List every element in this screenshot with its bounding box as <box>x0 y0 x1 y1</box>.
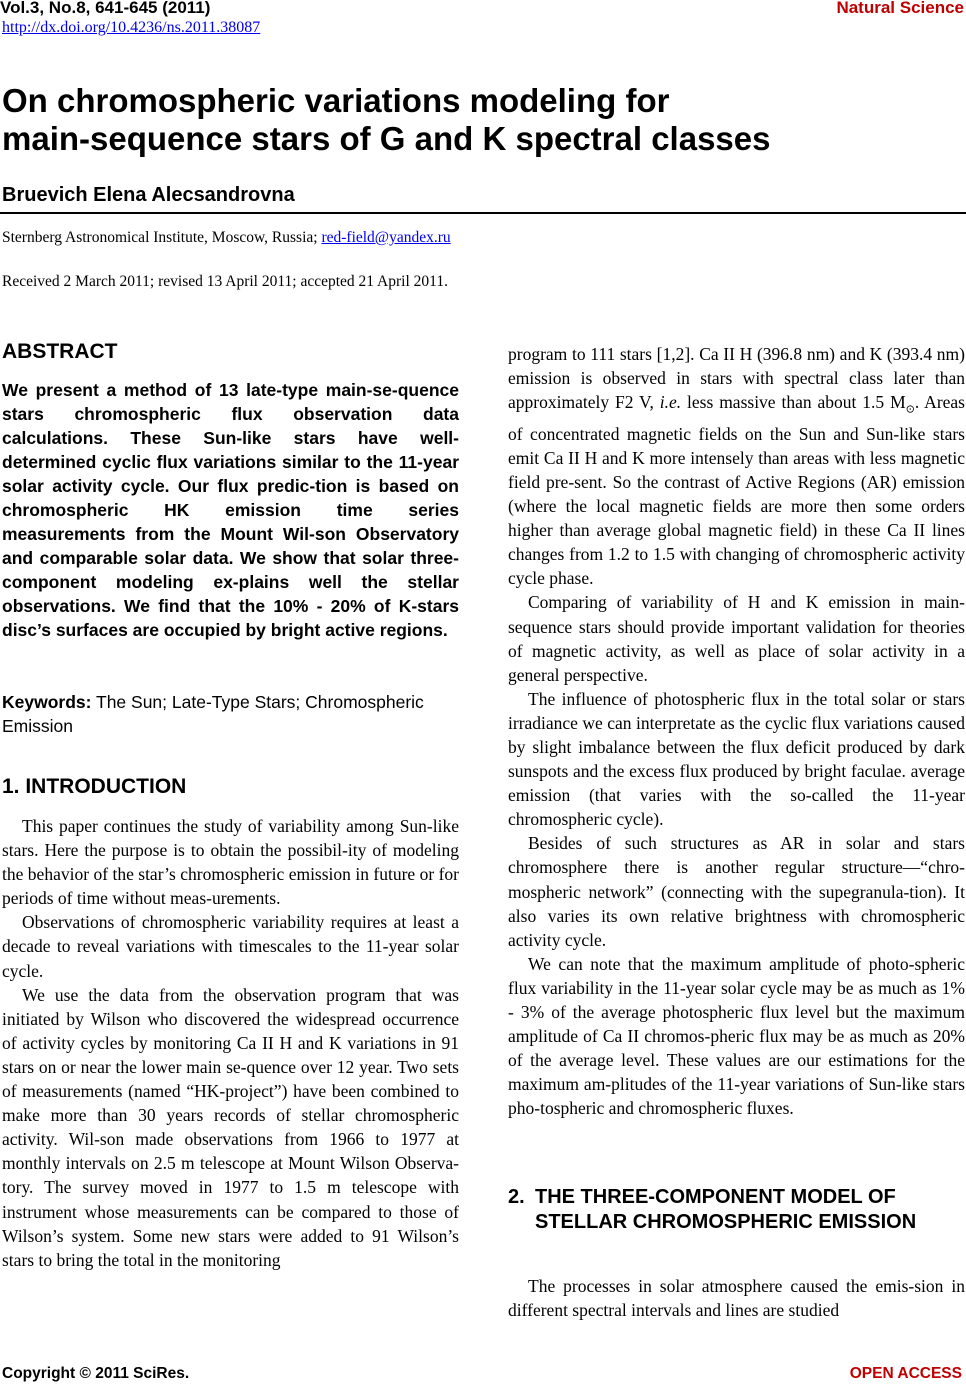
abstract-heading: ABSTRACT <box>2 340 118 363</box>
section-2-heading <box>508 1185 965 1234</box>
doi-link[interactable]: http://dx.doi.org/10.4236/ns.2011.38087 <box>2 19 261 36</box>
sun-symbol: ⊙ <box>905 403 915 416</box>
keywords-label: Keywords: <box>2 692 92 712</box>
email-link[interactable]: red-field@yandex.ru <box>321 229 451 246</box>
affiliation <box>2 229 451 247</box>
journal-name: Natural Science <box>836 0 964 17</box>
received-dates: Received 2 March 2011; revised 13 April 2011; accepted 21 April 2011. <box>2 273 448 290</box>
title-divider <box>0 212 966 214</box>
paragraph: This paper continues the study of variability among Sun-like stars. Here the purpose is to obtain the possibil-ity of modeling the behavior of the star’s chromospheric emission in future or for periods of time without meas-urements. <box>2 816 459 909</box>
introduction-heading: 1. INTRODUCTION <box>2 775 187 798</box>
keywords <box>2 690 459 738</box>
journal-volume: Vol.3, No.8, 641-645 (2011) <box>0 0 211 17</box>
paper-title <box>2 82 962 158</box>
section-title: THE THREE-COMPONENT MODEL OF STELLAR CHROMOSPHERIC EMISSION <box>535 1186 917 1233</box>
copyright: Copyright © 2011 SciRes. <box>2 1365 190 1382</box>
text-run: program to 111 stars [1,2]. Ca II H (396.8 nm) and K (393.4 nm) emission is observed in stars with spectral class later than approximately F2 V, <box>508 344 965 413</box>
title-line-1: On chromospheric variations modeling for <box>2 82 670 119</box>
text-run: i.e. <box>659 392 682 413</box>
text-run: less massive than about 1.5 M <box>681 392 906 413</box>
right-column-body <box>508 342 965 1121</box>
paragraph: We can note that the maximum amplitude of photo-spheric flux variability in the 11-year solar cycle may be as much as 1% - 3% of the average photospheric flux level but the maximum amplitude of Ca II chromos-pheric flux may be as much as 20% of the average level. These values are our estimations for the maximum am-plitudes of the 11-year variations of Sun-like stars pho-tospheric and chromospheric fluxes. <box>508 953 965 1119</box>
open-access-label: OPEN ACCESS <box>849 1365 962 1382</box>
section-number: 2. <box>508 1186 525 1208</box>
paragraph: Besides of such structures as AR in solar and stars chromosphere there is another regular structure—“chro-mospheric network” (connecting with the supegranula-tion). It also varies its own relative brightness with chromospheric activity cycle. <box>508 833 965 950</box>
author-name: Bruevich Elena Alecsandrovna <box>2 184 295 206</box>
text-run: . Areas of concentrated magnetic fields on the Sun and Sun-like stars emit Ca II H and K more intensely than areas with less magnetic field pre-sent. So the contrast of Active Regions (AR) emission (where the local magnetic fields are more then some orders higher than average global magnetic field) in these Ca II lines changes from 1.2 to 1.5 with changing of chromospheric activity cycle phase. <box>508 392 965 589</box>
paragraph: Comparing of variability of H and K emission in main-sequence stars should provide important validation for theories of magnetic activity, as well as place of solar activity in a general perspective. <box>508 592 965 685</box>
paragraph: Observations of chromospheric variability requires at least a decade to reveal variations with timescales to the 11-year solar cycle. <box>2 912 459 981</box>
paragraph: The processes in solar atmosphere caused the emis-sion in different spectral intervals and lines are studied <box>508 1276 965 1321</box>
affiliation-text: Sternberg Astronomical Institute, Moscow, Russia; <box>2 229 322 246</box>
introduction-body <box>2 814 459 1272</box>
section-2-body <box>508 1274 965 1322</box>
abstract-text: We present a method of 13 late-type main-se-quence stars chromospheric flux observation data calculations. These Sun-like stars have well-determined cyclic flux variations similar to the 11-year solar activity cycle. Our flux predic-tion is based on chromospheric HK emission time series measurements from the Mount Wil-son Observatory and comparable solar data. We show that solar three-component modeling ex-plains well the stellar observations. We find that the 10% - 20% of K-stars disc’s surfaces are occupied by bright active regions. <box>2 380 459 640</box>
title-line-2: main-sequence stars of G and K spectral classes <box>2 120 771 157</box>
paragraph: We use the data from the observation program that was initiated by Wilson who discovered the widespread occurrence of activity cycles by monitoring Ca II H and K variations in 91 stars on or near the lower main se-quence over 12 year. Two sets of measurements (named “HK-project”) have been combined to make more than 30 years records of stellar chromospheric activity. Wil-son made observations from 1966 to 1977 at monthly intervals on 2.5 m telescope at Mount Wilson Observa-tory. The survey moved in 1977 to 1.5 m telescope with instrument whose measurements can be compared to those of Wilson’s system. Some new stars were added to 91 Wilson’s stars to bring the total in the monitoring <box>2 984 459 1270</box>
paragraph: The influence of photospheric flux in the total solar or stars irradiance we can interpretate as the cyclic flux variations caused by slight imbalance between the flux deficit produced by dark sunspots and the excess flux produced by bright faculae. average emission (that varies with the so-called the 11-year chromospheric cycle). <box>508 688 965 830</box>
paragraph <box>508 342 965 590</box>
keywords-list: The Sun; Late-Type Stars; Chromospheric Emission <box>2 692 424 736</box>
